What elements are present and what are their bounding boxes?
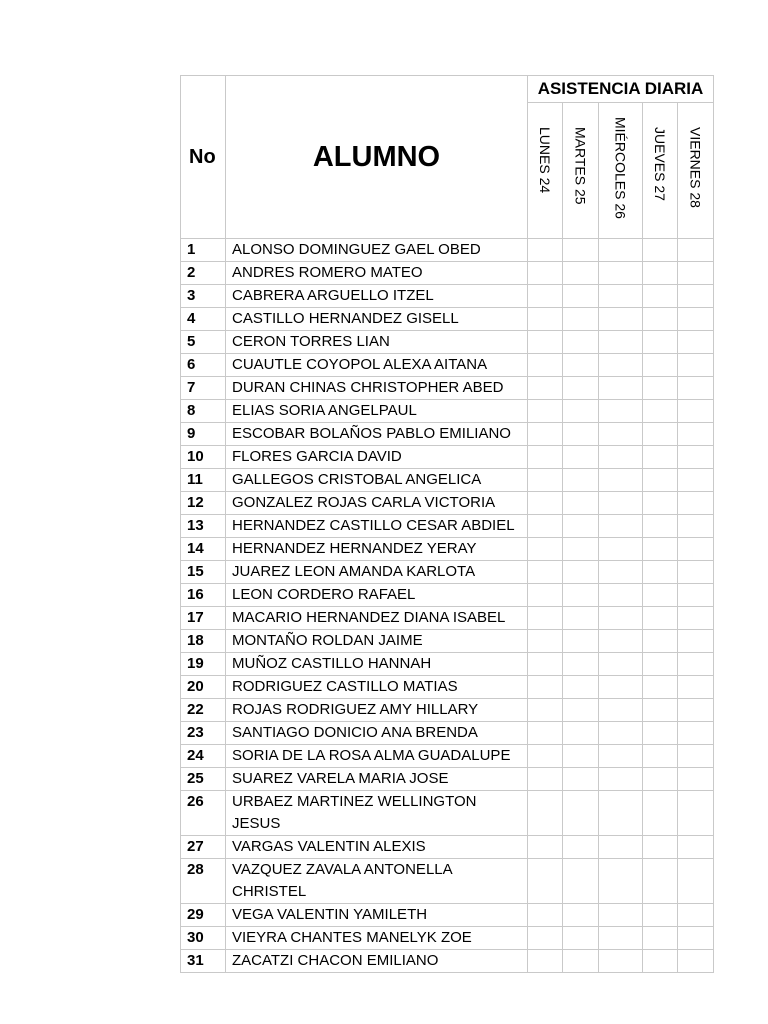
student-name: SANTIAGO DONICIO ANA BRENDA xyxy=(226,722,528,745)
attendance-cell[interactable] xyxy=(643,836,678,859)
attendance-cell[interactable] xyxy=(643,469,678,492)
table-row xyxy=(181,836,714,859)
attendance-cell[interactable] xyxy=(563,791,599,836)
attendance-cell[interactable] xyxy=(643,354,678,377)
attendance-cell[interactable] xyxy=(678,745,714,768)
attendance-cell[interactable] xyxy=(643,285,678,308)
student-number: 30 xyxy=(181,927,226,950)
attendance-cell[interactable] xyxy=(528,722,563,745)
attendance-cell[interactable] xyxy=(599,354,643,377)
attendance-cell[interactable] xyxy=(528,859,563,904)
attendance-cell[interactable] xyxy=(528,653,563,676)
attendance-cell[interactable] xyxy=(528,927,563,950)
attendance-cell[interactable] xyxy=(643,446,678,469)
attendance-cell[interactable] xyxy=(599,561,643,584)
attendance-cell[interactable] xyxy=(599,423,643,446)
attendance-cell[interactable] xyxy=(563,699,599,722)
attendance-cell[interactable] xyxy=(563,492,599,515)
attendance-cell[interactable] xyxy=(678,607,714,630)
attendance-cell[interactable] xyxy=(563,607,599,630)
student-number: 26 xyxy=(181,791,226,836)
student-name: ANDRES ROMERO MATEO xyxy=(226,262,528,285)
attendance-cell[interactable] xyxy=(643,331,678,354)
student-name: VEGA VALENTIN YAMILETH xyxy=(226,904,528,927)
attendance-cell[interactable] xyxy=(528,515,563,538)
student-name: MONTAÑO ROLDAN JAIME xyxy=(226,630,528,653)
attendance-cell[interactable] xyxy=(643,262,678,285)
table-row xyxy=(181,676,714,699)
header-day-lunes: LUNES 24 xyxy=(528,103,563,239)
attendance-cell[interactable] xyxy=(563,285,599,308)
attendance-cell[interactable] xyxy=(528,262,563,285)
attendance-cell[interactable] xyxy=(528,377,563,400)
attendance-cell[interactable] xyxy=(599,768,643,791)
attendance-cell[interactable] xyxy=(599,400,643,423)
student-name: HERNANDEZ CASTILLO CESAR ABDIEL xyxy=(226,515,528,538)
attendance-cell[interactable] xyxy=(528,699,563,722)
student-number: 12 xyxy=(181,492,226,515)
attendance-cell[interactable] xyxy=(599,950,643,973)
attendance-cell[interactable] xyxy=(678,331,714,354)
student-name: LEON CORDERO RAFAEL xyxy=(226,584,528,607)
attendance-cell[interactable] xyxy=(599,538,643,561)
student-name: FLORES GARCIA DAVID xyxy=(226,446,528,469)
attendance-cell[interactable] xyxy=(678,859,714,904)
attendance-cell[interactable] xyxy=(563,538,599,561)
table-row xyxy=(181,492,714,515)
student-name: ESCOBAR BOLAÑOS PABLO EMILIANO xyxy=(226,423,528,446)
student-number: 2 xyxy=(181,262,226,285)
attendance-cell[interactable] xyxy=(643,950,678,973)
table-row xyxy=(181,584,714,607)
attendance-cell[interactable] xyxy=(643,400,678,423)
attendance-cell[interactable] xyxy=(643,239,678,262)
student-number: 15 xyxy=(181,561,226,584)
attendance-cell[interactable] xyxy=(643,630,678,653)
table-row xyxy=(181,377,714,400)
attendance-cell[interactable] xyxy=(599,653,643,676)
student-number: 23 xyxy=(181,722,226,745)
table-row xyxy=(181,653,714,676)
table-row xyxy=(181,561,714,584)
table-row xyxy=(181,308,714,331)
attendance-cell[interactable] xyxy=(643,515,678,538)
attendance-cell[interactable] xyxy=(528,676,563,699)
attendance-cell[interactable] xyxy=(678,904,714,927)
attendance-cell[interactable] xyxy=(599,515,643,538)
attendance-cell[interactable] xyxy=(528,538,563,561)
attendance-cell[interactable] xyxy=(563,745,599,768)
attendance-cell[interactable] xyxy=(678,446,714,469)
attendance-cell[interactable] xyxy=(643,722,678,745)
attendance-cell[interactable] xyxy=(599,262,643,285)
student-name: CERON TORRES LIAN xyxy=(226,331,528,354)
attendance-cell[interactable] xyxy=(678,768,714,791)
attendance-cell[interactable] xyxy=(678,630,714,653)
student-name: MUÑOZ CASTILLO HANNAH xyxy=(226,653,528,676)
student-number: 11 xyxy=(181,469,226,492)
attendance-cell[interactable] xyxy=(643,561,678,584)
attendance-cell[interactable] xyxy=(528,768,563,791)
attendance-cell[interactable] xyxy=(678,791,714,836)
student-number: 9 xyxy=(181,423,226,446)
attendance-cell[interactable] xyxy=(599,722,643,745)
student-name: CUAUTLE COYOPOL ALEXA AITANA xyxy=(226,354,528,377)
attendance-cell[interactable] xyxy=(678,492,714,515)
student-number: 4 xyxy=(181,308,226,331)
student-name: ROJAS RODRIGUEZ AMY HILLARY xyxy=(226,699,528,722)
attendance-cell[interactable] xyxy=(678,239,714,262)
student-name: VIEYRA CHANTES MANELYK ZOE xyxy=(226,927,528,950)
attendance-cell[interactable] xyxy=(528,400,563,423)
attendance-cell[interactable] xyxy=(643,423,678,446)
attendance-cell[interactable] xyxy=(563,308,599,331)
attendance-cell[interactable] xyxy=(643,308,678,331)
attendance-cell[interactable] xyxy=(678,538,714,561)
student-number: 8 xyxy=(181,400,226,423)
attendance-cell[interactable] xyxy=(528,308,563,331)
table-row xyxy=(181,745,714,768)
table-row xyxy=(181,469,714,492)
attendance-cell[interactable] xyxy=(678,676,714,699)
student-name: GALLEGOS CRISTOBAL ANGELICA xyxy=(226,469,528,492)
attendance-cell[interactable] xyxy=(563,354,599,377)
header-day-viernes: VIERNES 28 xyxy=(678,103,714,239)
table-row xyxy=(181,446,714,469)
attendance-cell[interactable] xyxy=(563,331,599,354)
table-row xyxy=(181,904,714,927)
attendance-cell[interactable] xyxy=(678,950,714,973)
attendance-cell[interactable] xyxy=(563,950,599,973)
attendance-cell[interactable] xyxy=(678,285,714,308)
table-row xyxy=(181,285,714,308)
student-name: CASTILLO HERNANDEZ GISELL xyxy=(226,308,528,331)
attendance-cell[interactable] xyxy=(563,469,599,492)
attendance-cell[interactable] xyxy=(528,561,563,584)
attendance-cell[interactable] xyxy=(563,446,599,469)
attendance-cell[interactable] xyxy=(599,927,643,950)
attendance-cell[interactable] xyxy=(528,331,563,354)
attendance-cell[interactable] xyxy=(678,423,714,446)
attendance-cell[interactable] xyxy=(678,653,714,676)
attendance-cell[interactable] xyxy=(599,745,643,768)
student-number: 22 xyxy=(181,699,226,722)
attendance-cell[interactable] xyxy=(563,262,599,285)
attendance-cell[interactable] xyxy=(643,745,678,768)
attendance-cell[interactable] xyxy=(563,722,599,745)
table-row xyxy=(181,400,714,423)
student-name: ALONSO DOMINGUEZ GAEL OBED xyxy=(226,239,528,262)
attendance-cell[interactable] xyxy=(599,331,643,354)
attendance-cell[interactable] xyxy=(528,607,563,630)
attendance-cell[interactable] xyxy=(678,561,714,584)
table-row xyxy=(181,699,714,722)
table-row xyxy=(181,331,714,354)
attendance-cell[interactable] xyxy=(563,859,599,904)
table-row xyxy=(181,262,714,285)
attendance-cell[interactable] xyxy=(678,377,714,400)
attendance-cell[interactable] xyxy=(599,607,643,630)
header-day-martes: MARTES 25 xyxy=(563,103,599,239)
attendance-cell[interactable] xyxy=(599,469,643,492)
student-number: 6 xyxy=(181,354,226,377)
attendance-cell[interactable] xyxy=(643,791,678,836)
header-day-miercoles: MIÉRCOLES 26 xyxy=(599,103,643,239)
attendance-cell[interactable] xyxy=(643,904,678,927)
attendance-cell[interactable] xyxy=(563,377,599,400)
attendance-cell[interactable] xyxy=(599,791,643,836)
table-row xyxy=(181,768,714,791)
attendance-cell[interactable] xyxy=(643,768,678,791)
table-row xyxy=(181,859,714,904)
table-row xyxy=(181,630,714,653)
attendance-cell[interactable] xyxy=(528,584,563,607)
attendance-cell[interactable] xyxy=(678,584,714,607)
attendance-cell[interactable] xyxy=(678,927,714,950)
student-name: CABRERA ARGUELLO ITZEL xyxy=(226,285,528,308)
header-alumno: ALUMNO xyxy=(226,76,528,239)
table-row xyxy=(181,515,714,538)
attendance-cell[interactable] xyxy=(599,676,643,699)
student-number: 16 xyxy=(181,584,226,607)
attendance-cell[interactable] xyxy=(678,354,714,377)
attendance-cell[interactable] xyxy=(643,607,678,630)
table-row xyxy=(181,354,714,377)
attendance-cell[interactable] xyxy=(528,239,563,262)
header-day-jueves: JUEVES 27 xyxy=(643,103,678,239)
attendance-cell[interactable] xyxy=(599,446,643,469)
student-name: ZACATZI CHACON EMILIANO xyxy=(226,950,528,973)
table-row xyxy=(181,722,714,745)
attendance-cell[interactable] xyxy=(563,676,599,699)
attendance-cell[interactable] xyxy=(599,630,643,653)
student-number: 27 xyxy=(181,836,226,859)
student-number: 5 xyxy=(181,331,226,354)
table-row xyxy=(181,950,714,973)
attendance-cell[interactable] xyxy=(678,699,714,722)
student-name: GONZALEZ ROJAS CARLA VICTORIA xyxy=(226,492,528,515)
attendance-cell[interactable] xyxy=(599,904,643,927)
attendance-cell[interactable] xyxy=(563,423,599,446)
attendance-table xyxy=(180,75,714,973)
student-number: 28 xyxy=(181,859,226,904)
attendance-cell[interactable] xyxy=(528,950,563,973)
student-number: 31 xyxy=(181,950,226,973)
student-name: VAZQUEZ ZAVALA ANTONELLA CHRISTEL xyxy=(226,859,528,904)
attendance-cell[interactable] xyxy=(563,653,599,676)
attendance-cell[interactable] xyxy=(563,584,599,607)
student-number: 1 xyxy=(181,239,226,262)
student-name: SORIA DE LA ROSA ALMA GUADALUPE xyxy=(226,745,528,768)
table-row xyxy=(181,239,714,262)
attendance-cell[interactable] xyxy=(643,699,678,722)
attendance-cell[interactable] xyxy=(599,584,643,607)
attendance-cell[interactable] xyxy=(678,469,714,492)
attendance-cell[interactable] xyxy=(563,927,599,950)
student-name: RODRIGUEZ CASTILLO MATIAS xyxy=(226,676,528,699)
attendance-cell[interactable] xyxy=(678,400,714,423)
student-number: 17 xyxy=(181,607,226,630)
attendance-cell[interactable] xyxy=(528,469,563,492)
student-number: 3 xyxy=(181,285,226,308)
attendance-cell[interactable] xyxy=(599,836,643,859)
attendance-cell[interactable] xyxy=(643,377,678,400)
student-name: JUAREZ LEON AMANDA KARLOTA xyxy=(226,561,528,584)
student-number: 14 xyxy=(181,538,226,561)
student-number: 25 xyxy=(181,768,226,791)
attendance-cell[interactable] xyxy=(528,492,563,515)
attendance-cell[interactable] xyxy=(528,630,563,653)
attendance-cell[interactable] xyxy=(528,836,563,859)
student-number: 19 xyxy=(181,653,226,676)
attendance-cell[interactable] xyxy=(599,239,643,262)
table-row xyxy=(181,791,714,836)
attendance-cell[interactable] xyxy=(643,538,678,561)
attendance-cell[interactable] xyxy=(528,285,563,308)
attendance-cell[interactable] xyxy=(563,630,599,653)
attendance-cell[interactable] xyxy=(563,239,599,262)
attendance-cell[interactable] xyxy=(528,745,563,768)
attendance-cell[interactable] xyxy=(678,262,714,285)
header-no: No xyxy=(181,76,226,239)
table-row xyxy=(181,538,714,561)
attendance-cell[interactable] xyxy=(528,791,563,836)
student-name: VARGAS VALENTIN ALEXIS xyxy=(226,836,528,859)
attendance-cell[interactable] xyxy=(643,492,678,515)
attendance-cell[interactable] xyxy=(599,285,643,308)
attendance-cell[interactable] xyxy=(563,904,599,927)
attendance-cell[interactable] xyxy=(599,699,643,722)
table-row xyxy=(181,607,714,630)
student-name: SUAREZ VARELA MARIA JOSE xyxy=(226,768,528,791)
attendance-cell[interactable] xyxy=(528,904,563,927)
student-name: URBAEZ MARTINEZ WELLINGTON JESUS xyxy=(226,791,528,836)
table-row xyxy=(181,927,714,950)
attendance-cell[interactable] xyxy=(563,836,599,859)
attendance-cell[interactable] xyxy=(563,768,599,791)
attendance-cell[interactable] xyxy=(678,836,714,859)
student-number: 18 xyxy=(181,630,226,653)
student-name: HERNANDEZ HERNANDEZ YERAY xyxy=(226,538,528,561)
attendance-cell[interactable] xyxy=(528,446,563,469)
student-number: 7 xyxy=(181,377,226,400)
student-number: 29 xyxy=(181,904,226,927)
attendance-cell[interactable] xyxy=(563,400,599,423)
attendance-cell[interactable] xyxy=(643,859,678,904)
attendance-cell[interactable] xyxy=(678,308,714,331)
student-name: DURAN CHINAS CHRISTOPHER ABED xyxy=(226,377,528,400)
attendance-cell[interactable] xyxy=(599,308,643,331)
attendance-cell[interactable] xyxy=(678,722,714,745)
attendance-cell[interactable] xyxy=(599,377,643,400)
attendance-cell[interactable] xyxy=(563,561,599,584)
attendance-cell[interactable] xyxy=(563,515,599,538)
attendance-cell[interactable] xyxy=(599,859,643,904)
student-number: 10 xyxy=(181,446,226,469)
attendance-cell[interactable] xyxy=(528,423,563,446)
attendance-cell[interactable] xyxy=(599,492,643,515)
attendance-cell[interactable] xyxy=(643,584,678,607)
attendance-cell[interactable] xyxy=(643,927,678,950)
attendance-cell[interactable] xyxy=(678,515,714,538)
student-number: 20 xyxy=(181,676,226,699)
student-number: 24 xyxy=(181,745,226,768)
header-asistencia-diaria: ASISTENCIA DIARIA xyxy=(528,76,714,103)
attendance-cell[interactable] xyxy=(528,354,563,377)
attendance-cell[interactable] xyxy=(643,676,678,699)
student-number: 13 xyxy=(181,515,226,538)
table-row xyxy=(181,423,714,446)
student-name: ELIAS SORIA ANGELPAUL xyxy=(226,400,528,423)
attendance-cell[interactable] xyxy=(643,653,678,676)
student-name: MACARIO HERNANDEZ DIANA ISABEL xyxy=(226,607,528,630)
